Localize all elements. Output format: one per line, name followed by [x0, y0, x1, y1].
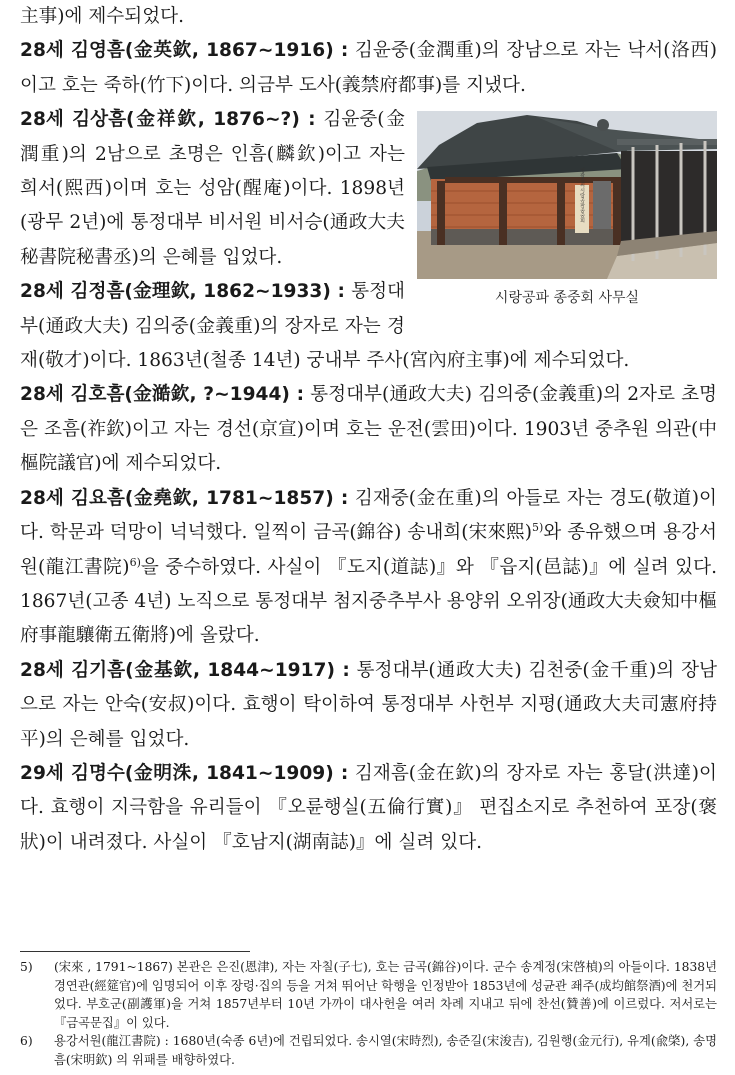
entry-text: 통정대부(通政大夫) 김의중(金義重)의 2자로 초명은 조흠(祚欽)이고 자는 경선(京宣)이며 호는 운전(雲田)이다. 1903년 중추원 의관(中樞院議官)에 제수되었다. — [20, 384, 717, 475]
entry-heading: 28세 김호흠(金澔欽, ?∼1944) : — [20, 384, 305, 406]
office-sign-text: 영광김씨시랑공파종중회 — [579, 167, 585, 223]
footnote-ref-6[interactable]: 6) — [129, 555, 141, 569]
document-body — [20, 0, 717, 860]
entry-text: 와 종유했으며 용강서원(龍江書院) — [20, 522, 717, 578]
entry-heading: 28세 김정흠(金理欽, 1862∼1933) : — [20, 281, 345, 303]
footnote-6 — [20, 1032, 717, 1069]
footnote-text: (宋來 , 1791~1867) 본관은 은진(恩津), 자는 자칠(子七), 호는 금곡(錦谷)이다. 군수 송계정(宋啓楨)의 아들이다. 1838년 경연관(經筵官)에 임명되어 이후 장령·집의 등을 거쳐 뛰어난 학행을 인정받아 1853년에 성균관 좨주(成均館祭酒)에 천거되었다. 부호군(副護軍)을 거쳐 1857년부터 10년 가까이 대사헌을 여러 차례 지내고 뒤에 찬선(贊善)에 이르렀다. 저서로는 『금곡문집』이 있다. — [54, 960, 717, 1030]
entry-text: 을 중수하였다. 사실이 『도지(道誌)』와 『읍지(邑誌)』에 실려 있다. 1867년(고종 4년) 노직으로 통정대부 첨지중추부사 용양위 오위장(通政大夫僉知中樞府事龍驤衛五衛將)에 올랐다. — [20, 556, 717, 647]
footnote-5 — [20, 958, 717, 1032]
entry-kim-yoheum — [20, 482, 717, 654]
office-building-photo — [417, 111, 717, 279]
entry-text: 김재흠(金在欽)의 장자로 자는 홍달(洪達)이다. 효행이 지극함을 유리들이 『오륜행실(五倫行實)』 편집소지로 추천하여 포장(褒狀)이 내려졌다. 사실이 『호남지(湖南誌)』에 실려 있다. — [20, 762, 717, 853]
entry-heading: 28세 김영흠(金英欽, 1867∼1916) : — [20, 40, 349, 62]
entry-text: 통정대부(通政大夫) 김천중(金千重)의 장남으로 자는 안숙(安叔)이다. 효행이 탁이하여 통정대부 사헌부 지평(通政大夫司憲府持平)의 은혜를 입었다. — [20, 659, 717, 750]
entry-text: 통정대부(通政大夫) 김의중(金義重)의 장자로 자는 경재(敬才)이다. 1863년(철종 14년) 궁내부 주사(宮內府主事)에 제수되었다. — [20, 281, 630, 372]
footnote-number: 5) — [20, 960, 33, 974]
entry-heading: 28세 김요흠(金堯欽, 1781∼1857) : — [20, 487, 349, 509]
entry-kim-yeongheum — [20, 34, 717, 103]
footnote-number: 6) — [20, 1034, 33, 1048]
entry-heading: 28세 김기흠(金基欽, 1844∼1917) : — [20, 659, 350, 681]
paragraph-continuation: 主事)에 제수되었다. — [20, 6, 185, 27]
footnote-divider — [20, 951, 250, 952]
entry-text: 김윤중(金潤重)의 2남으로 초명은 인흠(麟欽)이고 자는 희서(熙西)이며 호는 성암(醒庵)이다. 1898년(광무 2년)에 통정대부 비서원 비서승(通政大夫秘書院秘書丞)의 은혜를 입었다. — [20, 109, 405, 268]
entry-heading: 29세 김명수(金明洙, 1841∼1909) : — [20, 762, 349, 784]
footnote-ref-5[interactable]: 5) — [532, 520, 544, 534]
footnotes — [20, 958, 717, 1069]
photo-caption: 시랑공파 종중회 사무실 — [494, 290, 640, 307]
entry-kim-hoheum — [20, 378, 717, 481]
entry-text: 김재중(金在重)의 아들로 자는 경도(敬道)이다. 학문과 덕망이 넉넉했다. 일찍이 금곡(錦谷) 송내희(宋來熙) — [20, 487, 717, 544]
entry-kim-myeongsu — [20, 757, 717, 860]
entry-kim-giheum — [20, 654, 717, 757]
entry-text: 김윤중(金潤重)의 장남으로 자는 낙서(洛西)이고 호는 죽하(竹下)이다. 의금부 도사(義禁府都事)를 지냈다. — [20, 40, 717, 96]
office-photo-figure — [417, 111, 717, 319]
entry-heading: 28세 김상흠(金祥欽, 1876∼?) : — [20, 109, 316, 131]
footnote-text: 용강서원(龍江書院) : 1680년(숙종 6년)에 건립되었다. 송시열(宋時烈), 송준길(宋浚吉), 김원행(金元行), 유계(兪棨), 송명흠(宋明欽) 의 위패를 배향하였다. — [54, 1034, 717, 1067]
